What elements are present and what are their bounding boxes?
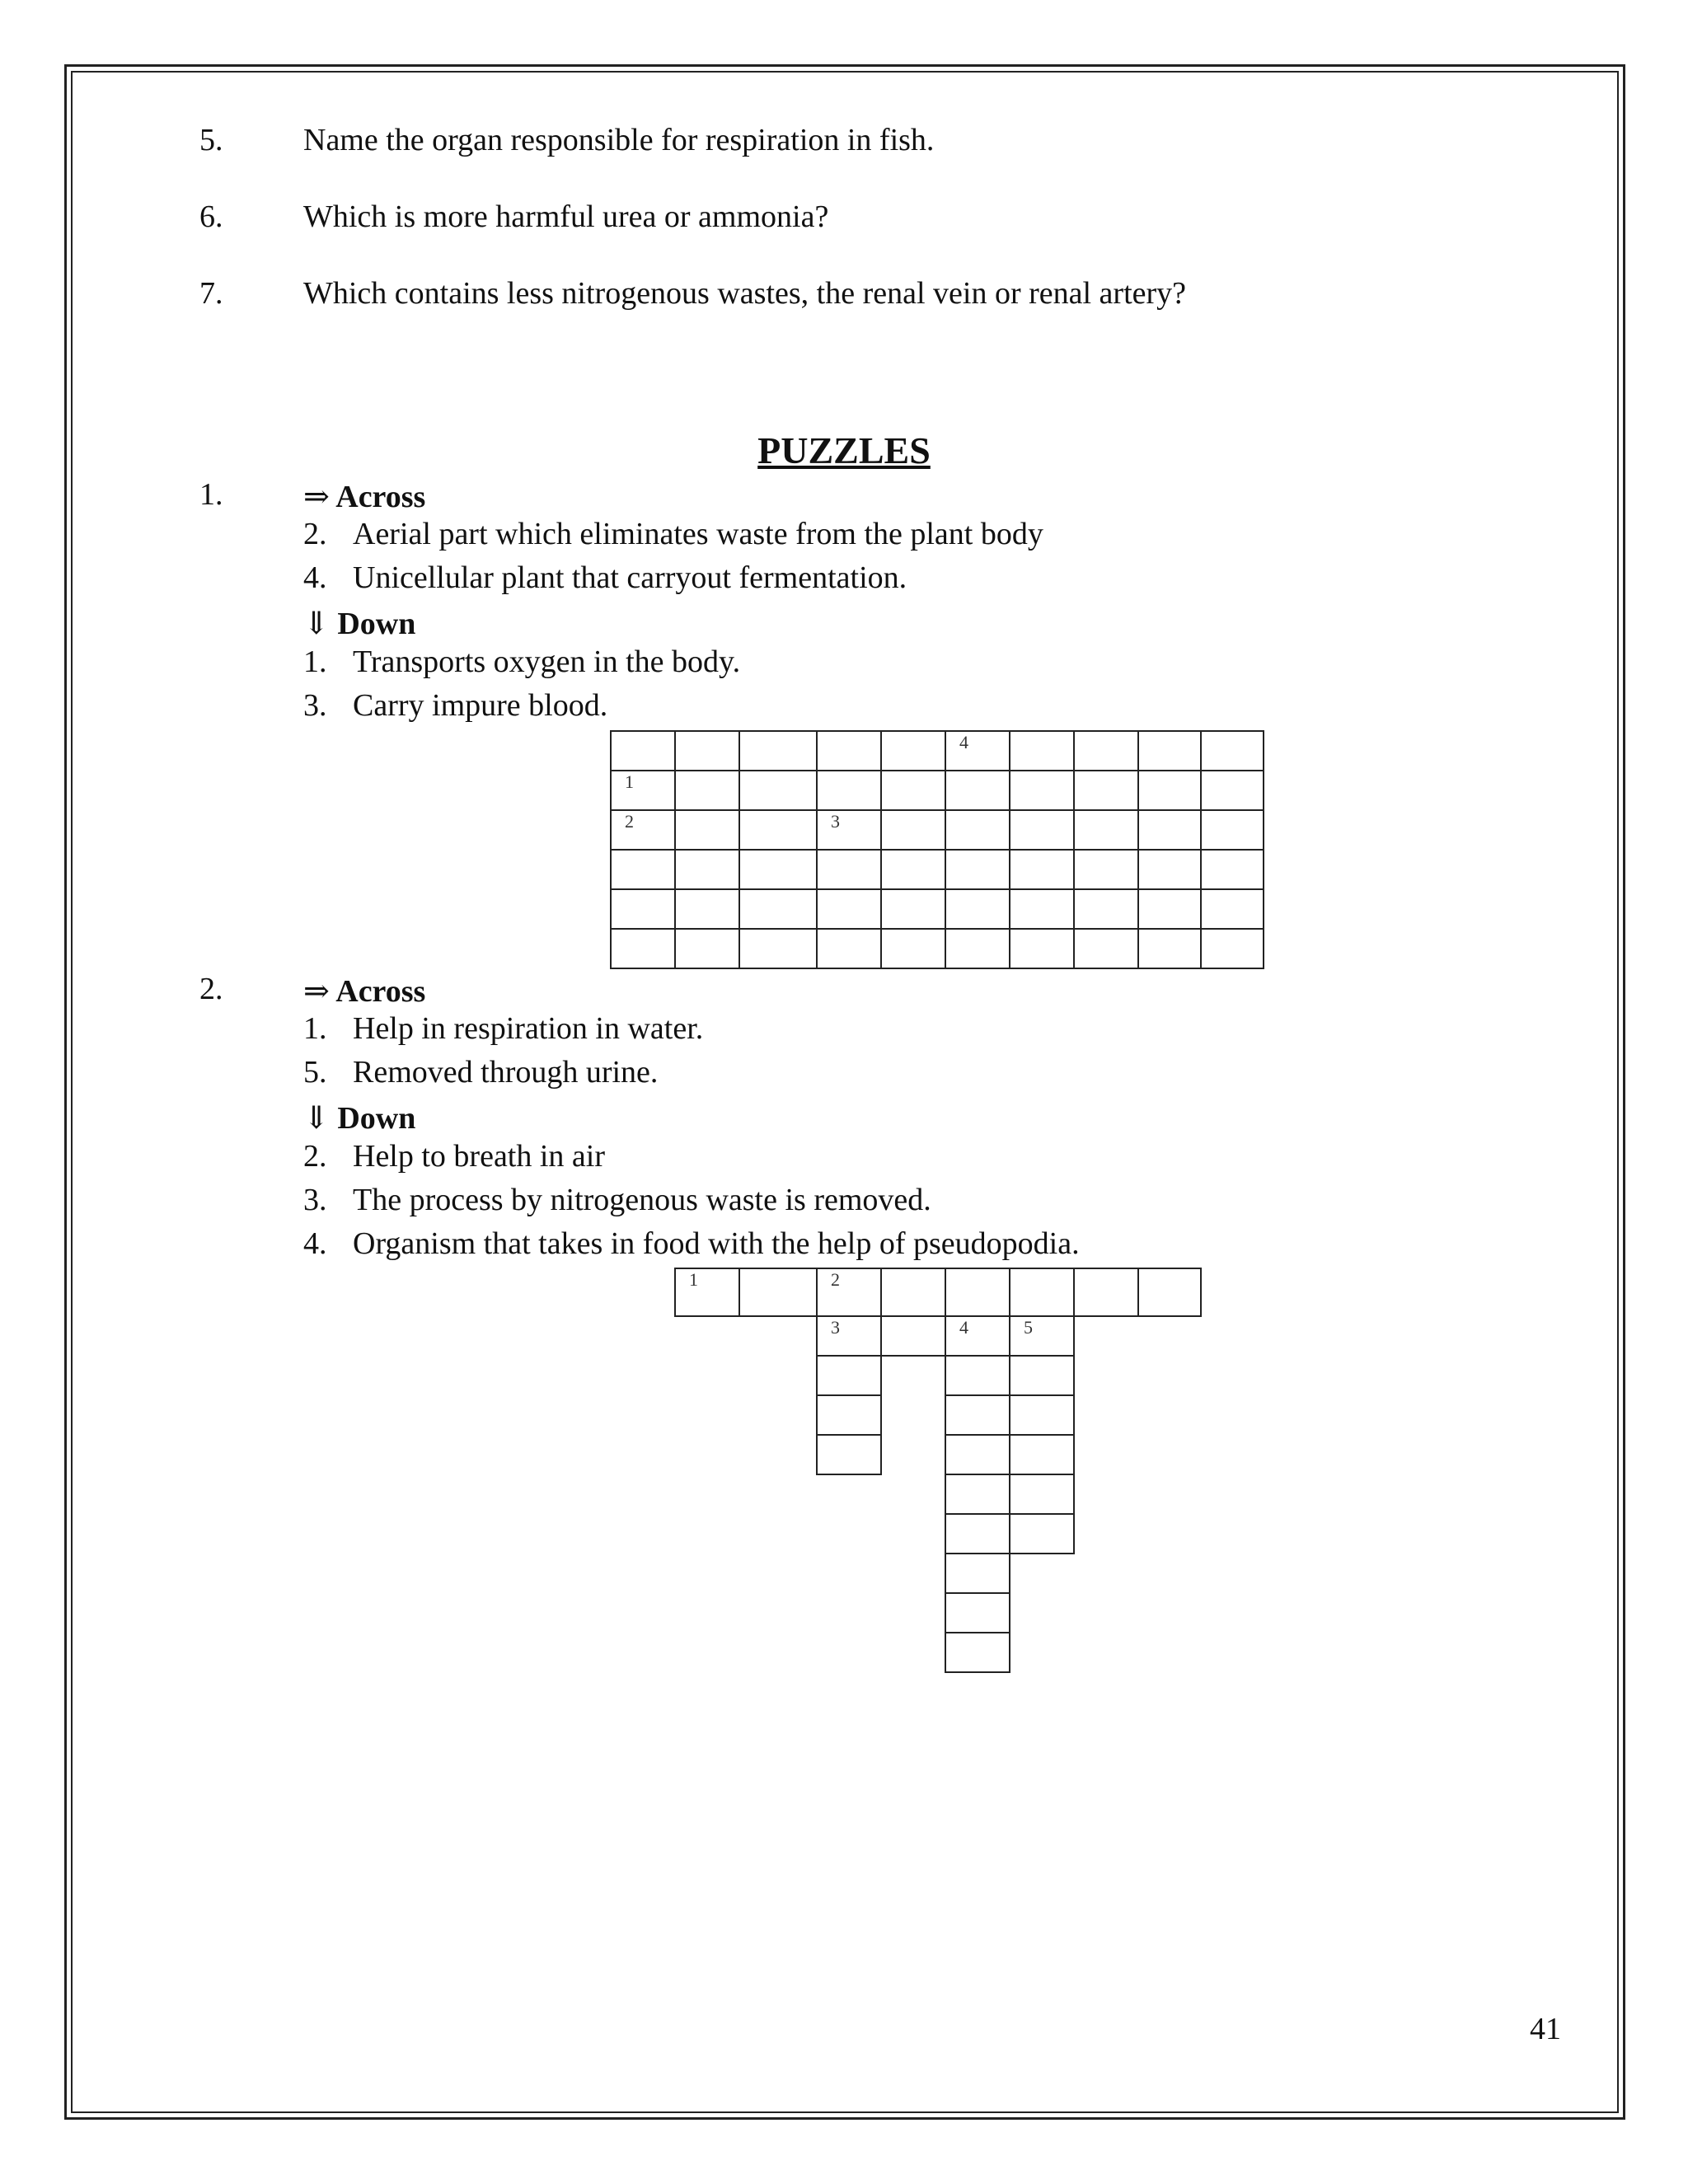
crossword-cell[interactable] — [1009, 888, 1075, 930]
crossword-cell[interactable] — [945, 1553, 1010, 1594]
cell-number: 2 — [625, 811, 634, 832]
clue-number: 1. — [303, 644, 327, 679]
clue-item — [303, 516, 1043, 552]
crossword-cell[interactable] — [1073, 849, 1139, 890]
crossword-cell[interactable] — [1073, 1268, 1139, 1317]
crossword-cell[interactable] — [816, 1315, 882, 1357]
question-number: 7. — [199, 276, 223, 311]
crossword-cell[interactable] — [880, 888, 946, 930]
clue-number: 4. — [303, 560, 327, 595]
clue-text: Removed through urine. — [353, 1055, 659, 1090]
puzzle-number: 1. — [199, 477, 223, 512]
crossword-cell[interactable] — [1009, 1513, 1075, 1554]
down-heading — [303, 1099, 415, 1137]
crossword-cell[interactable] — [674, 730, 740, 771]
crossword-cell[interactable] — [945, 928, 1010, 969]
crossword-cell[interactable] — [816, 770, 882, 811]
crossword-cell[interactable] — [945, 1394, 1010, 1436]
question-number: 6. — [199, 199, 223, 234]
crossword-cell[interactable] — [1009, 730, 1075, 771]
crossword-cell[interactable] — [945, 730, 1010, 771]
crossword-cell[interactable] — [1009, 1474, 1075, 1515]
crossword-cell[interactable] — [1009, 849, 1075, 890]
crossword-cell[interactable] — [1073, 770, 1139, 811]
crossword-cell[interactable] — [1009, 1315, 1075, 1357]
clue-number: 1. — [303, 1011, 327, 1046]
page-border-inner — [71, 71, 1619, 2113]
crossword-cell[interactable] — [816, 928, 882, 969]
section-title: PUZZLES — [757, 429, 931, 471]
crossword-cell[interactable] — [945, 888, 1010, 930]
crossword-cell[interactable] — [945, 1632, 1010, 1673]
crossword-cell[interactable] — [945, 1268, 1010, 1317]
clue-item — [303, 1010, 703, 1047]
down-label: Down — [337, 1101, 416, 1136]
crossword-cell[interactable] — [816, 849, 882, 890]
crossword-cell[interactable] — [1009, 1434, 1075, 1475]
crossword-cell[interactable] — [1137, 809, 1202, 851]
crossword-cell[interactable] — [1200, 888, 1264, 930]
crossword-cell[interactable] — [738, 849, 818, 890]
clue-number: 3. — [303, 688, 327, 723]
crossword-cell[interactable] — [738, 809, 818, 851]
clue-number: 5. — [303, 1055, 327, 1090]
crossword-cell[interactable] — [816, 888, 882, 930]
clue-text: Organism that takes in food with the help of pseudopodia. — [353, 1226, 1080, 1261]
across-heading — [303, 478, 425, 515]
crossword-cell[interactable] — [816, 1434, 882, 1475]
crossword-cell[interactable] — [945, 849, 1010, 890]
crossword-cell[interactable] — [945, 1315, 1010, 1357]
crossword-cell[interactable] — [945, 1434, 1010, 1475]
clue-number: 2. — [303, 1139, 327, 1174]
crossword-cell[interactable] — [610, 928, 676, 969]
crossword-cell[interactable] — [945, 809, 1010, 851]
crossword-cell[interactable] — [674, 809, 740, 851]
question-text: Which is more harmful urea or ammonia? — [303, 199, 829, 234]
crossword-cell[interactable] — [816, 1394, 882, 1436]
crossword-cell[interactable] — [816, 809, 882, 851]
crossword-cell[interactable] — [1073, 730, 1139, 771]
crossword-cell[interactable] — [610, 730, 676, 771]
question-text: Name the organ responsible for respiration in fish. — [303, 123, 935, 157]
crossword-cell[interactable] — [880, 849, 946, 890]
clue-item — [303, 687, 607, 724]
crossword-cell[interactable] — [738, 770, 818, 811]
clue-text: Transports oxygen in the body. — [353, 644, 741, 679]
across-heading — [303, 972, 425, 1010]
crossword-cell[interactable] — [674, 928, 740, 969]
crossword-cell[interactable] — [674, 770, 740, 811]
crossword-cell[interactable] — [1073, 928, 1139, 969]
puzzle-number: 2. — [199, 972, 223, 1006]
crossword-cell[interactable] — [1137, 849, 1202, 890]
crossword-cell[interactable] — [610, 770, 676, 811]
clue-number: 2. — [303, 517, 327, 551]
crossword-cell[interactable] — [674, 849, 740, 890]
crossword-cell[interactable] — [1200, 770, 1264, 811]
clue-number: 3. — [303, 1183, 327, 1217]
crossword-cell[interactable] — [1009, 1394, 1075, 1436]
crossword-cell[interactable] — [880, 809, 946, 851]
crossword-cell[interactable] — [1137, 928, 1202, 969]
clue-text: Help in respiration in water. — [353, 1011, 704, 1046]
crossword-cell[interactable] — [1073, 888, 1139, 930]
clue-item — [303, 1138, 605, 1174]
clue-text: Help to breath in air — [353, 1139, 606, 1174]
crossword-cell[interactable] — [1200, 809, 1264, 851]
clue-text: Unicellular plant that carryout fermentation. — [353, 560, 907, 595]
crossword-cell[interactable] — [738, 730, 818, 771]
cell-number: 1 — [689, 1269, 698, 1290]
crossword-cell[interactable] — [945, 1355, 1010, 1396]
clue-item — [303, 1054, 658, 1090]
crossword-cell[interactable] — [1009, 1268, 1075, 1317]
crossword-cell[interactable] — [1009, 928, 1075, 969]
crossword-cell[interactable] — [816, 1268, 882, 1317]
crossword-cell[interactable] — [1073, 809, 1139, 851]
crossword-cell[interactable] — [738, 928, 818, 969]
clue-item — [303, 644, 740, 680]
crossword-cell[interactable] — [1137, 888, 1202, 930]
clue-item — [303, 1182, 931, 1218]
down-double-arrow-icon: ⇓ — [303, 607, 330, 641]
clue-item — [303, 1226, 1080, 1262]
crossword-cell[interactable] — [880, 1315, 946, 1357]
cell-number: 4 — [959, 1317, 968, 1338]
crossword-cell[interactable] — [674, 1268, 740, 1317]
down-label: Down — [337, 607, 416, 641]
crossword-cell[interactable] — [1137, 730, 1202, 771]
crossword-cell[interactable] — [816, 1355, 882, 1396]
page-number: 41 — [1530, 2012, 1561, 2046]
across-label: Across — [335, 974, 426, 1009]
cell-number: 3 — [831, 811, 840, 832]
down-heading — [303, 605, 415, 642]
crossword-cell[interactable] — [738, 888, 818, 930]
across-label: Across — [335, 480, 426, 514]
crossword-cell[interactable] — [610, 849, 676, 890]
crossword-cell[interactable] — [738, 1268, 818, 1317]
crossword-cell[interactable] — [1200, 849, 1264, 890]
clue-number: 4. — [303, 1226, 327, 1261]
crossword-cell[interactable] — [1137, 770, 1202, 811]
right-double-arrow-icon: ⇒ — [303, 480, 330, 514]
crossword-cell[interactable] — [945, 1592, 1010, 1633]
crossword-cell[interactable] — [1009, 1355, 1075, 1396]
crossword-cell[interactable] — [880, 730, 946, 771]
crossword-cell[interactable] — [1200, 730, 1264, 771]
crossword-cell[interactable] — [945, 1513, 1010, 1554]
clue-text: Aerial part which eliminates waste from the plant body — [353, 517, 1043, 551]
question-text: Which contains less nitrogenous wastes, the renal vein or renal artery? — [303, 276, 1187, 311]
cell-number: 4 — [959, 732, 968, 752]
right-double-arrow-icon: ⇒ — [303, 974, 330, 1009]
question-number: 5. — [199, 123, 223, 157]
crossword-cell[interactable] — [816, 730, 882, 771]
cell-number: 3 — [831, 1317, 840, 1338]
crossword-cell[interactable] — [1009, 770, 1075, 811]
clue-item — [303, 560, 907, 596]
crossword-cell[interactable] — [945, 1474, 1010, 1515]
cell-number: 5 — [1024, 1317, 1033, 1338]
crossword-cell[interactable] — [610, 809, 676, 851]
down-double-arrow-icon: ⇓ — [303, 1101, 330, 1136]
crossword-cell[interactable] — [1009, 809, 1075, 851]
crossword-cell[interactable] — [610, 888, 676, 930]
crossword-cell[interactable] — [674, 888, 740, 930]
clue-text: Carry impure blood. — [353, 688, 608, 723]
crossword-cell[interactable] — [945, 770, 1010, 811]
cell-number: 1 — [625, 771, 634, 792]
crossword-cell[interactable] — [880, 928, 946, 969]
crossword-cell[interactable] — [880, 770, 946, 811]
clue-text: The process by nitrogenous waste is removed. — [353, 1183, 931, 1217]
crossword-cell[interactable] — [880, 1268, 946, 1317]
crossword-cell[interactable] — [1137, 1268, 1202, 1317]
cell-number: 2 — [831, 1269, 840, 1290]
crossword-cell[interactable] — [1200, 928, 1264, 969]
